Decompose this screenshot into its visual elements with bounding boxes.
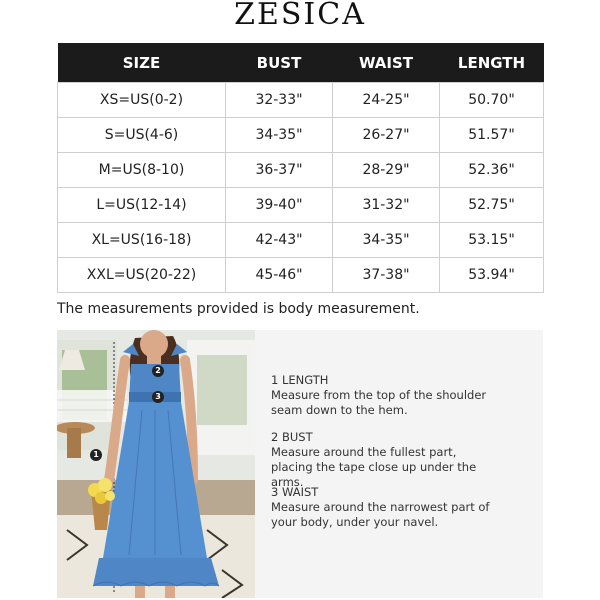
waist-cell: 28-29" xyxy=(333,153,440,188)
waist-cell: 26-27" xyxy=(333,118,440,153)
length-cell: 50.70" xyxy=(440,83,544,118)
length-cell: 53.94" xyxy=(440,258,544,293)
header-bust: BUST xyxy=(226,43,333,83)
header-size: SIZE xyxy=(58,43,226,83)
length-cell: 53.15" xyxy=(440,223,544,258)
bust-cell: 42-43" xyxy=(226,223,333,258)
guide-length-title: LENGTH xyxy=(281,373,329,387)
header-length: LENGTH xyxy=(440,43,544,83)
marker-waist: 3 xyxy=(152,391,164,403)
table-row xyxy=(58,223,544,258)
length-cell: 52.36" xyxy=(440,153,544,188)
guide-waist xyxy=(271,485,491,530)
waist-cell: 37-38" xyxy=(333,258,440,293)
size-cell: M=US(8-10) xyxy=(58,153,226,188)
waist-cell: 31-32" xyxy=(333,188,440,223)
guide-waist-desc: Measure around the narrowest part of your body, under your navel. xyxy=(271,500,490,529)
guide-waist-number: 3 xyxy=(271,485,279,499)
brand-logo: ZESICA xyxy=(234,0,366,32)
length-cell: 52.75" xyxy=(440,188,544,223)
guide-length xyxy=(271,373,491,418)
size-cell: XL=US(16-18) xyxy=(58,223,226,258)
measurement-note: The measurements provided is body measurement. xyxy=(57,301,420,317)
measurement-guide-panel xyxy=(255,330,543,598)
marker-length: 1 xyxy=(90,449,102,461)
bust-cell: 39-40" xyxy=(226,188,333,223)
size-cell: XS=US(0-2) xyxy=(58,83,226,118)
guide-length-desc: Measure from the top of the shoulder seam down to the hem. xyxy=(271,388,487,417)
header-waist: WAIST xyxy=(333,43,440,83)
size-chart-table xyxy=(57,43,544,293)
table-row xyxy=(58,83,544,118)
bust-cell: 32-33" xyxy=(226,83,333,118)
size-chart-header-row xyxy=(58,43,544,83)
waist-cell: 24-25" xyxy=(333,83,440,118)
size-cell: S=US(4-6) xyxy=(58,118,226,153)
guide-bust-title: BUST xyxy=(281,430,313,444)
table-row xyxy=(58,188,544,223)
length-cell: 51.57" xyxy=(440,118,544,153)
marker-bust: 2 xyxy=(152,365,164,377)
size-cell: XXL=US(20-22) xyxy=(58,258,226,293)
waist-cell: 34-35" xyxy=(333,223,440,258)
table-row xyxy=(58,258,544,293)
guide-bust-number: 2 xyxy=(271,430,279,444)
guide-waist-title: WAIST xyxy=(281,485,319,499)
bust-cell: 34-35" xyxy=(226,118,333,153)
table-row xyxy=(58,118,544,153)
guide-bust-desc: Measure around the fullest part, placing the tape close up under the arms. xyxy=(271,445,477,489)
bust-cell: 45-46" xyxy=(226,258,333,293)
table-row xyxy=(58,153,544,188)
model-photo xyxy=(57,330,255,598)
bust-cell: 36-37" xyxy=(226,153,333,188)
guide-length-number: 1 xyxy=(271,373,279,387)
size-cell: L=US(12-14) xyxy=(58,188,226,223)
guide-bust xyxy=(271,430,491,490)
